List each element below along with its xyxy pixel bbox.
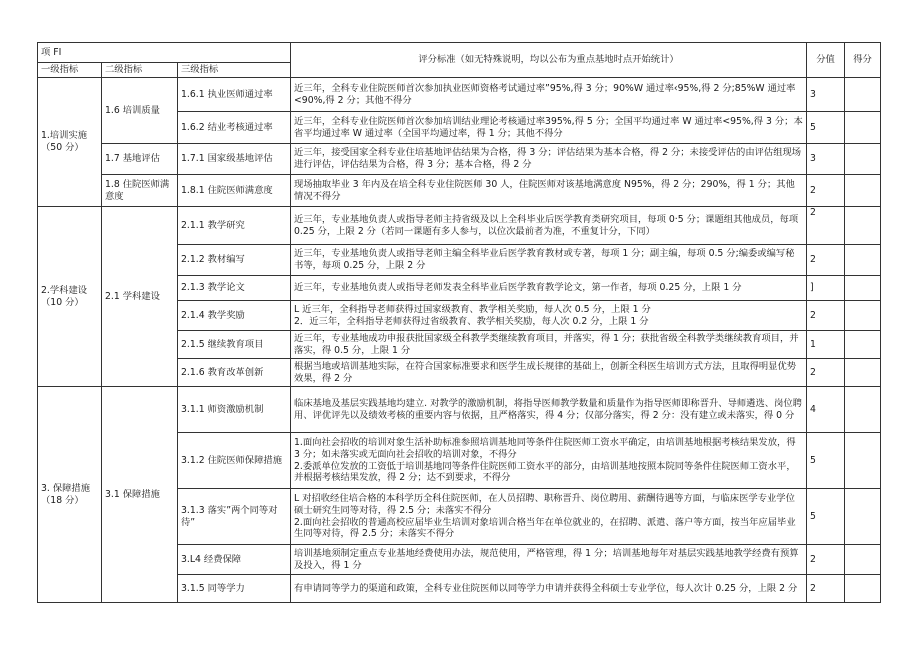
got-cell[interactable] bbox=[845, 387, 881, 433]
level3-cell: 3.1.2 住院医师保障措施 bbox=[178, 433, 291, 489]
got-cell[interactable] bbox=[845, 433, 881, 489]
level3-cell: 3.1.3 落实”两个同等对待” bbox=[178, 489, 291, 545]
level1-cell: 3. 保障措施（18 分） bbox=[38, 387, 102, 603]
level1-cell: 2.学科建设（10 分） bbox=[38, 207, 102, 387]
level3-cell: 2.1.5 继续教育项目 bbox=[178, 331, 291, 359]
score-cell: 5 bbox=[807, 433, 845, 489]
score-cell: 5 bbox=[807, 112, 845, 144]
standard-cell: L 对招收经住培合格的本科学历全科住院医师，在人员招聘、职称晋升、岗位聘用、薪酬待遇等方面，与临床医学专业学位硕士研究生同等对待，得 2.5 分；未落实不得分 2.面向社会招收的普通高校应届毕业生培训对象培训合格当年在单位就业的，在招聘、派遣、落户等方面，按当年应届毕业生同等对待，得 2.5 分；未落实不得分 bbox=[291, 489, 807, 545]
table-row bbox=[38, 387, 881, 433]
score-cell: ] bbox=[807, 276, 845, 301]
got-cell[interactable] bbox=[845, 245, 881, 276]
score-cell: 2 bbox=[807, 301, 845, 331]
level3-cell: 2.1.1 教学研究 bbox=[178, 207, 291, 245]
standard-cell: L 近三年，全科指导老师获得过国家级教育、教学相关奖励，每人次 0.5 分，上限 1 分 2．近三年，全科指导老师获得过省级教育、教学相关奖励，每人次 0.2 分，上限 1 分 bbox=[291, 301, 807, 331]
score-cell: 3 bbox=[807, 144, 845, 175]
standard-cell: 有申请同等学力的渠道和政策，全科专业住院医师以同等学力申请并获得全科硕士专业学位，每人次计 0.25 分，上限 2 分 bbox=[291, 575, 807, 603]
standard-cell: 根据当地或培训基地实际，在符合国家标准要求和医学生成长规律的基础上，创新全科医生培训方式方法，且取得明显优势效果，得 2 分 bbox=[291, 359, 807, 387]
standard-cell: 临床基地及基层实践基地均建立. 对教学的激励机制，将指导医师教学数量和质量作为指导医师即称晋升、导师遴选、岗位聘用、评优评先以及绩效考核的重要内容与依据，且严格落实，得 4 分；仅部分落实，得 2 分：没有建立或未落实，得 0 分 bbox=[291, 387, 807, 433]
level2-cell: 1.6 培训质量 bbox=[102, 78, 178, 144]
got-cell[interactable] bbox=[845, 331, 881, 359]
level3-cell: 1.6.1 执业医师通过率 bbox=[178, 78, 291, 112]
level2-cell: 1.7 基地评估 bbox=[102, 144, 178, 175]
level3-cell: 1.8.1 住院医师满意度 bbox=[178, 175, 291, 207]
level2-cell: 1.8 住院医师满意度 bbox=[102, 175, 178, 207]
header-level3: 三级指标 bbox=[178, 63, 291, 78]
standard-cell: 1.面向社会招收的培训对象生活补助标准参照培训基地同等条件住院医师工资水平确定，由培训基地根据考核结果发放，得 3 分；如未落实或无面向社会招收的培训对象，不得分 2.委派单位发放的工资低于培训基地同等条件住院医师工资水平的部分，由培训基地按照本院同等条件住院医师工资水平，并根据考核结果发放，得 2 分；达不到要求，不得分 bbox=[291, 433, 807, 489]
got-cell[interactable] bbox=[845, 207, 881, 245]
got-cell[interactable] bbox=[845, 359, 881, 387]
standard-cell: 近三年，专业基地成功申报获批国家级全科教学类继续教育项目，并落实，得 1 分；获批省级全科教学类继续教育项目，并落实，得 0.5 分，上限 1 分 bbox=[291, 331, 807, 359]
got-cell[interactable] bbox=[845, 545, 881, 575]
level3-cell: 3.1.1 师资激励机制 bbox=[178, 387, 291, 433]
got-cell[interactable] bbox=[845, 175, 881, 207]
level3-cell: 2.1.6 教育改革创新 bbox=[178, 359, 291, 387]
got-cell[interactable] bbox=[845, 144, 881, 175]
got-cell[interactable] bbox=[845, 112, 881, 144]
level3-cell: 1.7.1 国家级基地评估 bbox=[178, 144, 291, 175]
standard-cell: 近三年，全科专业住院医师首次参加执业医师资格考试通过率”95%,得 3 分；90%W 通过率‹95%,得 2 分;85%W 通过率<90%,得 2 分；其他不得分 bbox=[291, 78, 807, 112]
score-cell: 4 bbox=[807, 387, 845, 433]
header-row-top bbox=[38, 43, 881, 63]
standard-cell: 近三年，专业基地负责人或指导老师发表全科毕业后医学教育教学论文，第一作者，每项 0.25 分，上限 1 分 bbox=[291, 276, 807, 301]
score-cell: 2 bbox=[807, 545, 845, 575]
level3-cell: 2.1.2 教材编写 bbox=[178, 245, 291, 276]
got-cell[interactable] bbox=[845, 575, 881, 603]
score-cell: 2 bbox=[807, 207, 845, 245]
got-cell[interactable] bbox=[845, 489, 881, 545]
level2-cell: 2.1 学科建设 bbox=[102, 207, 178, 387]
got-cell[interactable] bbox=[845, 301, 881, 331]
level1-cell: 1.培训实施（50 分） bbox=[38, 78, 102, 207]
score-cell: 2 bbox=[807, 575, 845, 603]
standard-cell: 近三年，专业基地负责人或指导老师主编全科毕业后医学教育教材或专著，每项 1 分；副主编，每项 0.5 分;编委或编写秘书等，每项 0.25 分，上限 2 分 bbox=[291, 245, 807, 276]
standard-cell: 培训基地须制定重点专业基地经费使用办法，规范使用，严格管理，得 1 分；培训基地每年对基层实践基地教学经费有预算及投入，得 1 分 bbox=[291, 545, 807, 575]
score-cell: 5 bbox=[807, 489, 845, 545]
score-cell: 2 bbox=[807, 175, 845, 207]
header-standard: 评分标准（如无特殊说明，均以公布为重点基地时点开始统计） bbox=[291, 43, 807, 78]
table-row bbox=[38, 207, 881, 245]
standard-cell: 现场抽取毕业 3 年内及在培全科专业住院医师 30 人，住院医师对该基地满意度 N95%，得 2 分；290%，得 1 分；其他情况不得分 bbox=[291, 175, 807, 207]
standard-cell: 近三年，全科专业住院医师首次参加培训结业理论考核通过率395%,得 5 分；全国平均通过率 W 通过率<95%,得 3 分；本省平均通过率 W 通过率（全国平均通过率，得 1 分；其他不得分 bbox=[291, 112, 807, 144]
header-item: 项 FI bbox=[38, 43, 291, 63]
header-got: 得分 bbox=[845, 43, 881, 78]
table-row bbox=[38, 144, 881, 175]
level3-cell: 2.1.4 教学奖励 bbox=[178, 301, 291, 331]
standard-cell: 近三年，专业基地负责人或指导老师主持省级及以上全科毕业后医学教育类研究项目，每项 0·5 分；课题组其他成员，每项 0.25 分，上限 2 分（若同一课题有多人参与，以位次最前者为准，不重复计分，下同） bbox=[291, 207, 807, 245]
level2-cell: 3.1 保障措施 bbox=[102, 387, 178, 603]
score-cell: 1 bbox=[807, 331, 845, 359]
got-cell[interactable] bbox=[845, 276, 881, 301]
header-level1: 一级指标 bbox=[38, 63, 102, 78]
level3-cell: 3.L4 经费保障 bbox=[178, 545, 291, 575]
score-cell: 2 bbox=[807, 245, 845, 276]
score-cell: 2 bbox=[807, 359, 845, 387]
got-cell[interactable] bbox=[845, 78, 881, 112]
level3-cell: 2.1.3 教学论文 bbox=[178, 276, 291, 301]
header-level2: 二级指标 bbox=[102, 63, 178, 78]
evaluation-table bbox=[37, 42, 881, 603]
header-score: 分值 bbox=[807, 43, 845, 78]
standard-cell: 近三年，接受国家全科专业住培基地评估结果为合格，得 3 分；评估结果为基本合格，得 2 分；未接受评估的由评估组现场进行评估，评估结果为合格，得 3 分；基本合格，得 2 分 bbox=[291, 144, 807, 175]
level3-cell: 1.6.2 结业考核通过率 bbox=[178, 112, 291, 144]
table-row bbox=[38, 78, 881, 112]
table-row bbox=[38, 175, 881, 207]
level3-cell: 3.1.5 同等学力 bbox=[178, 575, 291, 603]
score-cell: 3 bbox=[807, 78, 845, 112]
